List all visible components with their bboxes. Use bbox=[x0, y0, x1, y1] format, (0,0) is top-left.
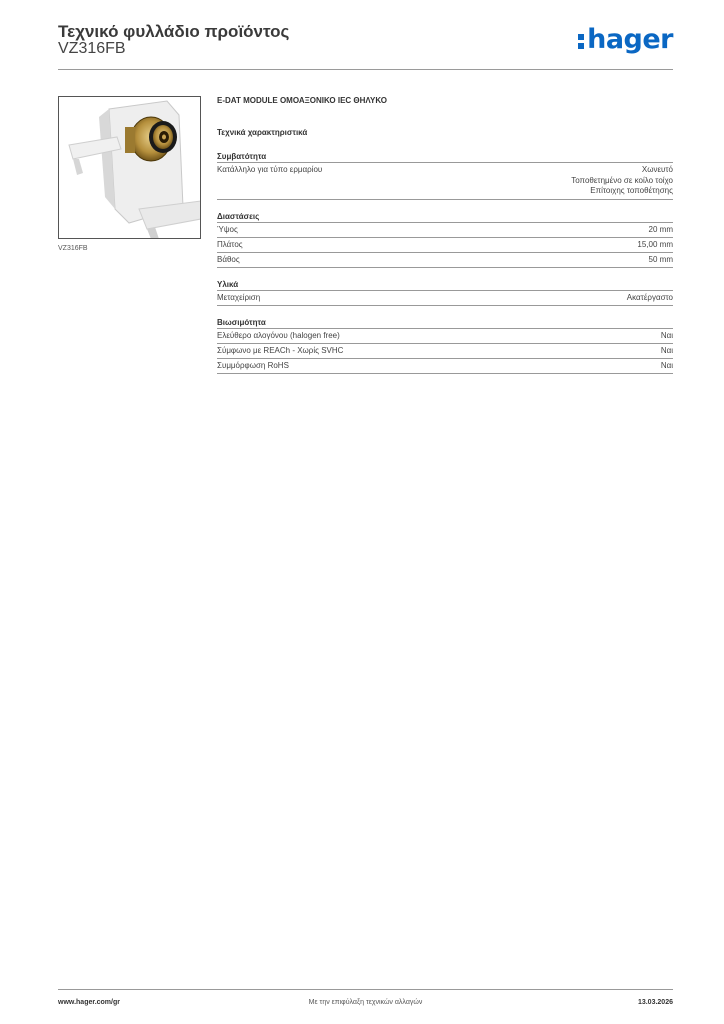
spec-label: Πλάτος bbox=[217, 239, 243, 249]
spec-value-line: Επίτοιχης τοποθέτησης bbox=[590, 186, 673, 195]
spec-value bbox=[571, 165, 673, 197]
spec-value: 15,00 mm bbox=[637, 239, 673, 249]
specifications bbox=[217, 96, 673, 374]
spec-value: Ναι bbox=[660, 345, 673, 355]
spec-row bbox=[217, 253, 673, 268]
spec-value-line: Τοποθετημένο σε κοίλο τοίχο bbox=[571, 175, 673, 185]
spec-value: Ναι bbox=[660, 330, 673, 340]
spec-label: Σύμφωνο με REACh - Χωρίς SVHC bbox=[217, 345, 344, 355]
coaxial-module-photo-icon bbox=[59, 97, 201, 239]
spec-row bbox=[217, 359, 673, 374]
product-image bbox=[58, 96, 201, 239]
spec-row bbox=[217, 238, 673, 253]
spec-label: Βάθος bbox=[217, 254, 240, 264]
product-name: E-DAT MODULE ΟΜΟΑΞΟΝΙΚΟ IEC ΘΗΛΥΚΟ bbox=[217, 96, 387, 105]
spec-value-line: Χωνευτό bbox=[641, 165, 673, 174]
spec-value: Ναι bbox=[660, 360, 673, 370]
spec-label: Ύψος bbox=[217, 224, 238, 234]
document-footer bbox=[58, 989, 673, 1009]
spec-value: 50 mm bbox=[648, 254, 673, 264]
logo-dots-icon bbox=[578, 31, 584, 49]
spec-row bbox=[217, 291, 673, 306]
spec-row bbox=[217, 344, 673, 359]
group-title-dimensions: Διαστάσεις bbox=[217, 212, 673, 223]
spec-row bbox=[217, 329, 673, 344]
group-title-compatibility: Συμβατότητα bbox=[217, 152, 673, 163]
group-title-materials: Υλικά bbox=[217, 280, 673, 291]
product-code: VZ316FB bbox=[58, 40, 126, 57]
spec-row bbox=[217, 223, 673, 238]
spec-label: Μεταχείριση bbox=[217, 292, 261, 302]
group-title-sustainability: Βιωσιμότητα bbox=[217, 318, 673, 329]
spec-value: 20 mm bbox=[648, 224, 673, 234]
spec-label: Ελεύθερο αλογόνου (halogen free) bbox=[217, 330, 340, 340]
section-title: Τεχνικά χαρακτηριστικά bbox=[217, 128, 308, 137]
footer-notice: Με την επιφύλαξη τεχνικών αλλαγών bbox=[308, 999, 423, 1006]
image-caption: VZ316FB bbox=[58, 245, 88, 252]
spec-row bbox=[217, 163, 673, 200]
document-header bbox=[58, 20, 673, 70]
spec-value: Ακατέργαστο bbox=[626, 292, 673, 302]
footer-date: 13.03.2026 bbox=[637, 999, 673, 1006]
spec-label: Συμμόρφωση RoHS bbox=[217, 360, 289, 370]
logo-text: hager bbox=[587, 24, 673, 55]
spec-label: Κατάλληλο για τύπο ερμαρίου bbox=[217, 165, 323, 174]
document-title: Τεχνικό φυλλάδιο προϊόντος bbox=[58, 22, 290, 41]
website-link[interactable]: www.hager.com/gr bbox=[58, 999, 120, 1006]
hager-logo bbox=[578, 24, 673, 55]
